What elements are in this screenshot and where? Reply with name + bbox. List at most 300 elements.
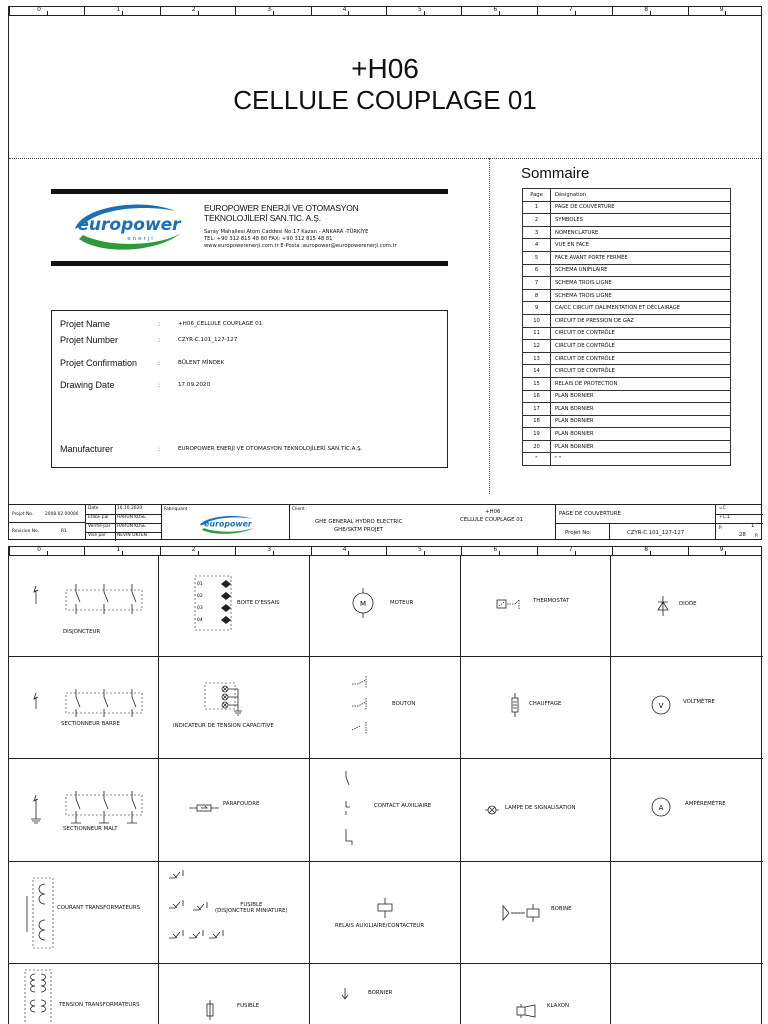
diode-symbol-icon: [655, 596, 671, 616]
lampe-symbol-icon: [485, 803, 499, 817]
ruler-half-tick: [47, 551, 48, 555]
fusible-symbol-icon: [205, 1000, 215, 1020]
bornier-label: [368, 990, 392, 996]
symbol-label-text: VOLTMÈTRE: [683, 699, 715, 705]
sommaire-row: [523, 314, 731, 327]
project-number-row: [60, 335, 441, 345]
projet-value: CZYR-C.101_127-127: [627, 530, 685, 536]
symbol-sect-malt: [9, 759, 159, 862]
ruler-tick: [235, 547, 236, 555]
sommaire-page: 16: [523, 390, 551, 403]
colon: :: [158, 336, 161, 344]
ruler-half-tick: [725, 551, 726, 555]
project-name-value: +H06_CELLULE COUPLAGE 01: [178, 321, 263, 327]
sommaire-designation: CIRCUIT DE CONTRÔLE: [551, 365, 731, 378]
symbol-label-text: CONTACT AUXILIAIRE: [374, 803, 432, 809]
symbol-label-text: PARAFOUDRE: [223, 801, 260, 807]
symbol-label-text: BOUTON: [392, 701, 416, 707]
ruler-number: 3: [267, 6, 272, 13]
projet-no-label: Projet No.: [12, 512, 34, 517]
company-bar-top: [51, 189, 448, 194]
company-address: Saray Mahallesi Atom Caddesi No:17 Kazan - ANKARA -TÜRKİYE: [204, 229, 369, 235]
ruler-half-tick: [424, 11, 425, 15]
ruler-half-tick: [122, 551, 123, 555]
fabriquant-label: Fabriquant :: [164, 507, 191, 512]
cell-name: CELLULE COUPLAGE 01: [233, 85, 537, 115]
sommaire-designation: CIRCUIT DE PRESSION DE GAZ: [551, 314, 731, 327]
drawing-date-value: 17.09.2020: [178, 382, 211, 388]
symbol-empty2: [611, 964, 763, 1024]
sommaire-designation: SYMBOLES: [551, 214, 731, 227]
sommaire-row: [523, 277, 731, 290]
cover-title: [9, 53, 761, 115]
voltmetre-symbol-icon: [649, 693, 673, 717]
cell-code: +H06: [351, 53, 419, 84]
sommaire-page: 18: [523, 415, 551, 428]
symbol-label-text: BOITE D'ESSAIS: [237, 600, 280, 606]
project-number-label: Projet Number: [60, 335, 119, 345]
symbol-indicateur: [159, 657, 310, 759]
ruler-number: 8: [644, 546, 649, 553]
klaxon-label: [547, 1003, 569, 1009]
sommaire-row: [523, 365, 731, 378]
vise-label: Visé par: [88, 533, 106, 538]
sommaire-row: [523, 390, 731, 403]
symbol-label-text: COURANT TRANSFORMATEURS: [57, 905, 140, 911]
ruler-number: 3: [267, 546, 272, 553]
sect-malt-label: [63, 826, 117, 832]
ruler-number: 5: [418, 6, 422, 13]
ruler-number: 1: [116, 6, 121, 13]
symbol-bobine: [461, 862, 611, 964]
symbol-label-text: MOTEUR: [390, 600, 414, 606]
symbol-amperemetre: [611, 759, 763, 862]
bouton-symbol-icon: [348, 672, 378, 742]
sommaire-designation: PLAN BORNIER: [551, 390, 731, 403]
klaxon-symbol-icon: [513, 1004, 539, 1018]
disjoncteur-symbol-icon: [14, 576, 154, 636]
moteur-symbol-icon: [348, 588, 378, 618]
fusible-mini-label: [215, 902, 288, 914]
symbol-label-text: LAMPE DE SIGNALISATION: [505, 805, 576, 811]
symbol-bornier: [310, 964, 461, 1024]
colon: :: [158, 381, 161, 389]
sommaire-row: [523, 239, 731, 252]
parafoudre-label: [223, 801, 259, 807]
symbol-klaxon: [461, 964, 611, 1024]
revision-value: R1: [61, 529, 67, 534]
symbol-label-text: TENSION TRANSFORMATEURS: [59, 1002, 140, 1008]
cover-sheet: [8, 6, 762, 540]
ruler-tick: [160, 7, 161, 15]
symbol-voltmetre: [611, 657, 763, 759]
ruler-half-tick: [198, 11, 199, 15]
ruler-number: 9: [719, 546, 724, 553]
ruler-half-tick: [499, 551, 500, 555]
company-name-line2: TEKNOLOJİLERİ SAN.TİC. A.Ş.: [204, 213, 321, 223]
dotted-divider-horizontal: [9, 158, 761, 159]
bobine-symbol-icon: [499, 904, 549, 924]
europower-logo: [71, 199, 187, 255]
symbol-label-text: BOBINE: [551, 906, 572, 912]
sommaire-row: [523, 352, 731, 365]
manufacturer-value: EUROPOWER ENERJİ VE OTOMASYON TEKNOLOJİLERİ SAN.TİC.A.Ş.: [178, 446, 363, 452]
ruler-tick: [9, 7, 10, 15]
moteur-label: [390, 600, 413, 606]
sommaire-page: 5: [523, 251, 551, 264]
symbol-thermostat: [461, 556, 611, 657]
symbol-label-text: AMPÈREMÈTRE: [685, 801, 726, 807]
sommaire-designation: " ": [551, 453, 731, 466]
sommaire-designation: SCHEMA TROIS LIGNE: [551, 289, 731, 302]
sommaire-page: 14: [523, 365, 551, 378]
symbol-label-text: SECTIONNEUR MALT: [63, 826, 118, 832]
sommaire-page: 3: [523, 226, 551, 239]
ruler-half-tick: [650, 551, 651, 555]
date-value: 16.10.2020: [117, 506, 143, 511]
bobine-label: [551, 906, 572, 912]
col-page: Page: [523, 189, 551, 202]
company-info: [204, 203, 397, 250]
diode-label: [679, 601, 697, 607]
sommaire-designation: PAGE DE COUVERTURE: [551, 201, 731, 214]
project-confirmation-row: [60, 358, 441, 368]
boite-symbol-icon: [191, 574, 241, 634]
symbol-disjoncteur: [9, 556, 159, 657]
sommaire-row: [523, 289, 731, 302]
ruler-number: 7: [568, 6, 573, 13]
chauffage-label: [529, 701, 561, 707]
page-label: P.: [719, 526, 723, 531]
fabriquant-logo: [197, 514, 259, 536]
sommaire-designation: RELAIS DE PROTECTION: [551, 377, 731, 390]
client-label: Client :: [292, 507, 308, 512]
sommaire-designation: SCHEMA UNIFILAIRE: [551, 264, 731, 277]
ruler-number: 6: [493, 546, 498, 553]
sommaire-designation: CA/CC CIRCUIT DALIMENTATION ET DÉCLAIRAGE: [551, 302, 731, 315]
sect-barre-label: [61, 721, 120, 727]
ruler-tick: [386, 547, 387, 555]
sommaire-row: [523, 214, 731, 227]
symbol-chauffage: [461, 657, 611, 759]
etabli-value: HARUN KOSE: [117, 515, 146, 520]
fusible-mini-symbol-icon: [163, 866, 233, 962]
ruler-number: 5: [418, 546, 422, 553]
sommaire-designation: PLAN BORNIER: [551, 403, 731, 416]
sommaire-row: [523, 428, 731, 441]
ruler-tick: [311, 7, 312, 15]
ruler-tick: [9, 547, 10, 555]
ref-c1: +C.1: [719, 515, 730, 520]
symbol-label-text: INDICATEUR DE TENSION CAPACITIVE: [173, 723, 274, 729]
ruler-tick: [612, 547, 613, 555]
ruler-tick: [537, 547, 538, 555]
revision-label: Revision No.: [12, 529, 40, 534]
colon: :: [158, 320, 161, 328]
client-line1: GHE GENERAL HYDRO ELECTRIC: [315, 519, 403, 525]
manufacturer-label: Manufacturer: [60, 444, 114, 454]
ruler-tick: [84, 7, 85, 15]
date-label: Date: [88, 506, 99, 511]
svg-text:europower: europower: [77, 215, 181, 235]
col-designation: Désignation: [551, 189, 731, 202]
symbol-label-text: CHAUFFAGE: [529, 701, 562, 707]
verifie-value: HARUN KOSE: [117, 524, 146, 529]
ruler-tick: [461, 547, 462, 555]
symbol-empty: [611, 862, 763, 964]
ref-c: =C: [719, 506, 726, 511]
tension-tr-label: [59, 1002, 140, 1008]
symbol-moteur: [310, 556, 461, 657]
ruler-number: 4: [342, 546, 347, 553]
sommaire-designation: CIRCUIT DE CONTRÔLE: [551, 340, 731, 353]
ruler-tick: [688, 7, 689, 15]
sommaire-row: [523, 327, 731, 340]
ruler-half-tick: [424, 551, 425, 555]
sommaire-page: 19: [523, 428, 551, 441]
symbol-label-text: BORNIER: [368, 990, 393, 996]
total-pages: 28: [739, 532, 746, 538]
vise-value: NEVIN ÖKTEN: [117, 533, 147, 538]
sommaire-designation: SCHEMA TROIS LIGNE: [551, 277, 731, 290]
ruler-number: 0: [37, 6, 41, 13]
sommaire-page: 10: [523, 314, 551, 327]
contact-aux-label: [374, 803, 431, 809]
thermostat-label: [533, 598, 569, 604]
page-number: 1: [751, 523, 755, 529]
boite-label: [237, 600, 280, 606]
ruler-half-tick: [47, 11, 48, 15]
ruler-half-tick: [725, 11, 726, 15]
bouton-label: [392, 701, 415, 707]
sommaire-row: [523, 377, 731, 390]
sommaire-table: [522, 188, 731, 466]
symbol-label-text: DISJONCTEUR: [63, 629, 101, 635]
sommaire-designation: NOMENCLATURE: [551, 226, 731, 239]
ruler-tick: [612, 7, 613, 15]
ruler-number: 9: [719, 6, 724, 13]
sommaire-designation: PLAN BORNIER: [551, 428, 731, 441]
symbol-boite: [159, 556, 310, 657]
colon: :: [158, 445, 161, 453]
ruler-tick: [688, 547, 689, 555]
sommaire-page: ": [523, 453, 551, 466]
ruler-half-tick: [499, 11, 500, 15]
sommaire-page: 1: [523, 201, 551, 214]
symbol-label-subtext: (DISJONCTEUR MINIATURE): [215, 908, 288, 914]
etabli-label: Etabli par: [88, 515, 110, 520]
ruler-half-tick: [273, 551, 274, 555]
sommaire-page: 2: [523, 214, 551, 227]
sommaire-designation: CIRCUIT DE CONTRÔLE: [551, 352, 731, 365]
ruler-half-tick: [122, 11, 123, 15]
svg-text:europower: europower: [204, 519, 252, 529]
sommaire-page: 8: [523, 289, 551, 302]
sommaire-title: Sommaire: [521, 165, 590, 182]
sommaire-designation: VUE EN FACE: [551, 239, 731, 252]
project-name-label: Projet Name: [60, 319, 111, 329]
ruler-tick: [84, 547, 85, 555]
sommaire-row: [523, 264, 731, 277]
client-line2: GHE/SKTM PROJET: [334, 527, 384, 533]
ruler-number: 8: [644, 6, 649, 13]
symbol-lampe: [461, 759, 611, 862]
sommaire-page: 6: [523, 264, 551, 277]
sommaire-row: [523, 201, 731, 214]
symbol-label-text: FUSIBLE: [237, 1003, 260, 1009]
ruler-half-tick: [575, 11, 576, 15]
symbol-diode: [611, 556, 763, 657]
symbol-sect-barre: [9, 657, 159, 759]
sommaire-page: 15: [523, 377, 551, 390]
sommaire-header: [523, 189, 731, 202]
sommaire-row: [523, 226, 731, 239]
symbols-sheet: [8, 546, 762, 1024]
parafoudre-symbol-icon: [189, 801, 219, 815]
symbol-fusible-mini: [159, 862, 310, 964]
column-ruler: [9, 547, 761, 556]
courant-tr-label: [57, 905, 140, 911]
ruler-half-tick: [575, 551, 576, 555]
svg-text:enerji: enerji: [127, 236, 155, 242]
contact-aux-symbol-icon: [340, 771, 362, 851]
ruler-number: 4: [342, 6, 347, 13]
title-block: [9, 504, 761, 540]
bornier-symbol-icon: [340, 988, 350, 1002]
indicateur-label: [173, 723, 274, 729]
projet-no-value: 2008.02.00006: [45, 512, 79, 517]
sommaire-designation: PLAN BORNIER: [551, 415, 731, 428]
ruler-tick: [235, 7, 236, 15]
ruler-tick: [311, 547, 312, 555]
symbol-label-text: THERMOSTAT: [533, 598, 570, 604]
symbol-tension-tr: [9, 964, 159, 1024]
ruler-half-tick: [273, 11, 274, 15]
ruler-half-tick: [650, 11, 651, 15]
company-bar-bottom: [51, 261, 448, 266]
symbol-bouton: [310, 657, 461, 759]
projet-label: Projet No:: [565, 530, 592, 536]
svg-text:A: A: [658, 804, 664, 812]
project-confirmation-value: BÜLENT MİNDEK: [178, 360, 225, 366]
company-phone: TEL: +90 312 815 48 80 FAX: +90 312 815 48 81: [204, 236, 333, 242]
sommaire-page: 4: [523, 239, 551, 252]
project-info-box: [51, 310, 448, 468]
drawing-date-label: Drawing Date: [60, 380, 115, 390]
sommaire-page: 7: [523, 277, 551, 290]
manufacturer-row: [60, 444, 441, 454]
sommaire-row: [523, 440, 731, 453]
chauffage-symbol-icon: [509, 693, 521, 717]
sommaire-row: [523, 403, 731, 416]
sommaire-page: 12: [523, 340, 551, 353]
ruler-number: 1: [116, 546, 121, 553]
project-confirmation-label: Projet Confirmation: [60, 358, 138, 368]
ruler-tick: [537, 7, 538, 15]
sommaire-page: 9: [523, 302, 551, 315]
colon: :: [158, 359, 161, 367]
symbol-courant-tr: [9, 862, 159, 964]
ruler-tick: [386, 7, 387, 15]
amperemetre-symbol-icon: [649, 795, 673, 819]
sommaire-row: [523, 251, 731, 264]
svg-text:03: 03: [197, 606, 203, 611]
voltmetre-label: [683, 699, 715, 705]
thermostat-symbol-icon: [495, 596, 535, 616]
project-name-row: [60, 319, 441, 329]
sommaire-row: [523, 415, 731, 428]
symbol-label-text: RELAIS AUXILIAIRE/CONTACTEUR: [335, 923, 425, 929]
fusible-label: [237, 1003, 259, 1009]
center-name: CELLULE COUPLAGE 01: [460, 517, 524, 523]
disjoncteur-label: [63, 629, 100, 635]
center-code: +H06: [485, 509, 501, 515]
sommaire-page: 17: [523, 403, 551, 416]
symbol-label-text: DIODE: [679, 601, 697, 607]
symbol-relais: [310, 862, 461, 964]
svg-text:V: V: [658, 702, 664, 710]
amperemetre-label: [685, 801, 726, 807]
sommaire-page: 11: [523, 327, 551, 340]
symbol-label-text: KLAXON: [547, 1003, 569, 1009]
ruler-number: 2: [191, 6, 196, 13]
project-number-value: CZYR-C.101_127-127: [178, 337, 238, 343]
svg-text:M: M: [359, 600, 367, 608]
sommaire-page: 13: [523, 352, 551, 365]
indicateur-symbol-icon: [203, 679, 259, 719]
ruler-number: 0: [37, 546, 41, 553]
lampe-label: [505, 805, 576, 811]
sommaire-designation: FACE AVANT PORTE FERMÉE: [551, 251, 731, 264]
relais-symbol-icon: [375, 898, 395, 918]
symbol-fusible: [159, 964, 310, 1024]
ruler-tick: [160, 547, 161, 555]
sommaire-row: [523, 340, 731, 353]
page-title: PAGE DE COUVERTURE: [559, 511, 621, 517]
drawing-date-row: [60, 380, 441, 390]
column-ruler: [9, 7, 761, 16]
ruler-half-tick: [348, 11, 349, 15]
symbol-parafoudre: [159, 759, 310, 862]
ruler-half-tick: [198, 551, 199, 555]
symbol-grid: [9, 556, 761, 1024]
sommaire-row: [523, 453, 731, 466]
svg-text:02: 02: [197, 594, 203, 599]
ruler-tick: [461, 7, 462, 15]
ruler-half-tick: [348, 551, 349, 555]
ruler-number: 7: [568, 546, 573, 553]
relais-label: [335, 923, 424, 929]
total-label: P.: [755, 534, 759, 539]
symbol-contact-aux: [310, 759, 461, 862]
sommaire-page: 20: [523, 440, 551, 453]
company-web: www.europowerenerji.com.tr E-Posta :europower@europowerenerji.com.tr: [204, 243, 397, 249]
sommaire-designation: CIRCUIT DE CONTRÔLE: [551, 327, 731, 340]
courant-tr-symbol-icon: [23, 876, 59, 952]
svg-text:01: 01: [197, 582, 203, 587]
sommaire-row: [523, 302, 731, 315]
symbol-label-text: FUSIBLE: [240, 902, 263, 908]
company-name-line1: EUROPOWER ENERJİ VE OTOMASYON: [204, 203, 359, 213]
ruler-number: 6: [493, 6, 498, 13]
dotted-divider-vertical: [489, 158, 490, 494]
tension-tr-symbol-icon: [21, 968, 55, 1024]
ruler-number: 2: [191, 546, 196, 553]
verifie-label: Verifié par: [88, 524, 111, 529]
svg-text:04: 04: [197, 618, 203, 623]
sommaire-designation: PLAN BORNIER: [551, 440, 731, 453]
symbol-label-text: SECTIONNEUR BARRE: [61, 721, 120, 727]
